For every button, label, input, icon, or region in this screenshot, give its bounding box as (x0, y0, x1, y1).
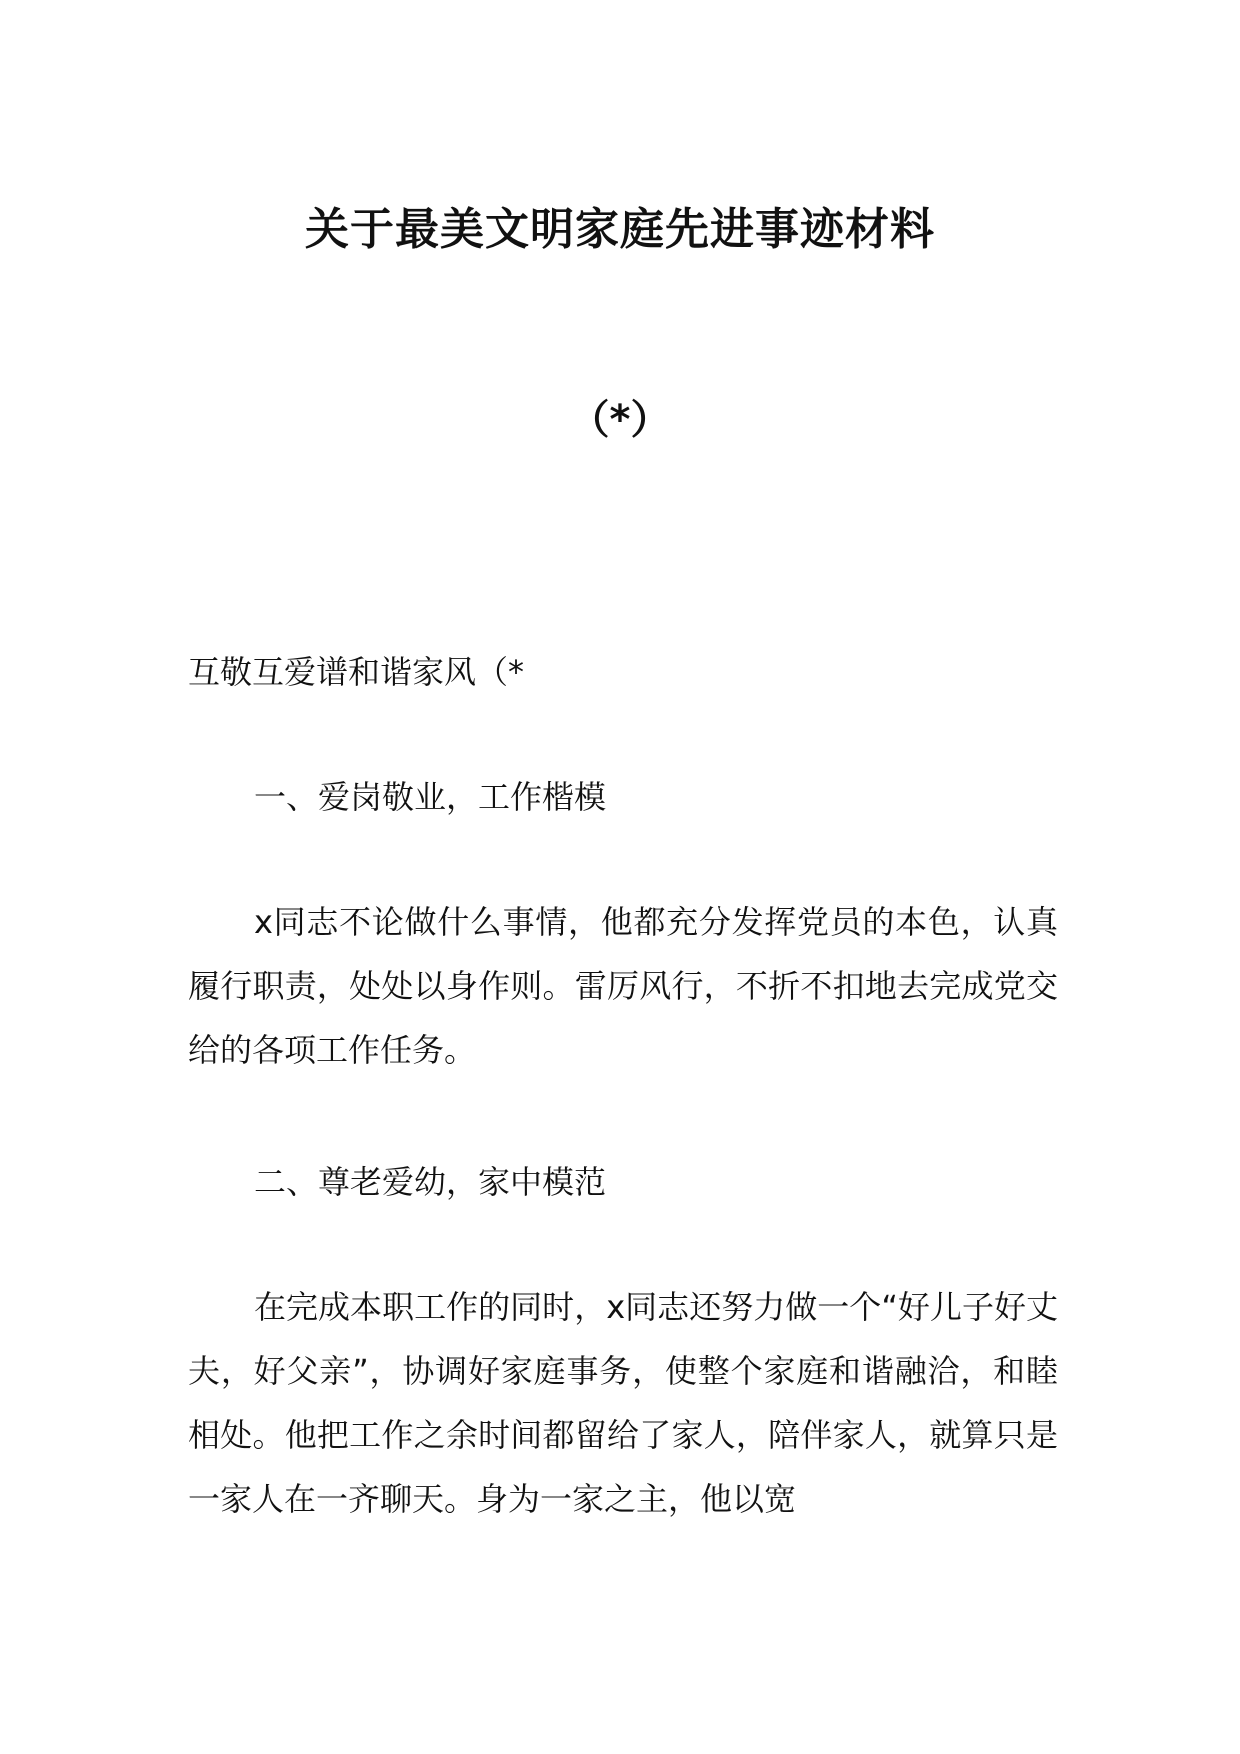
document-title: 关于最美文明家庭先进事迹材料 (305, 204, 935, 255)
document-subtitle: （*） (569, 397, 671, 443)
section-paragraph-2: 在完成本职工作的同时，x同志还努力做一个“好儿子好丈夫，好父亲”，协调好家庭事务，使整个家庭和谐融洽，和睦相处。他把工作之余时间都留给了家人，陪伴家人，就算只是一家人在一齐聊天。身为一家之主，他以宽 (188, 1288, 1058, 1518)
intro-line: 互敬互爱谱和谐家风（* (188, 653, 525, 691)
section-heading-2: 二、尊老爱幼，家中模范 (254, 1163, 607, 1201)
section-paragraph-1: x同志不论做什么事情，他都充分发挥党员的本色，认真履行职责，处处以身作则。雷厉风行，不折不扣地去完成党交给的各项工作任务。 (188, 903, 1058, 1069)
section-heading-1: 一、爱岗敬业，工作楷模 (254, 778, 607, 816)
